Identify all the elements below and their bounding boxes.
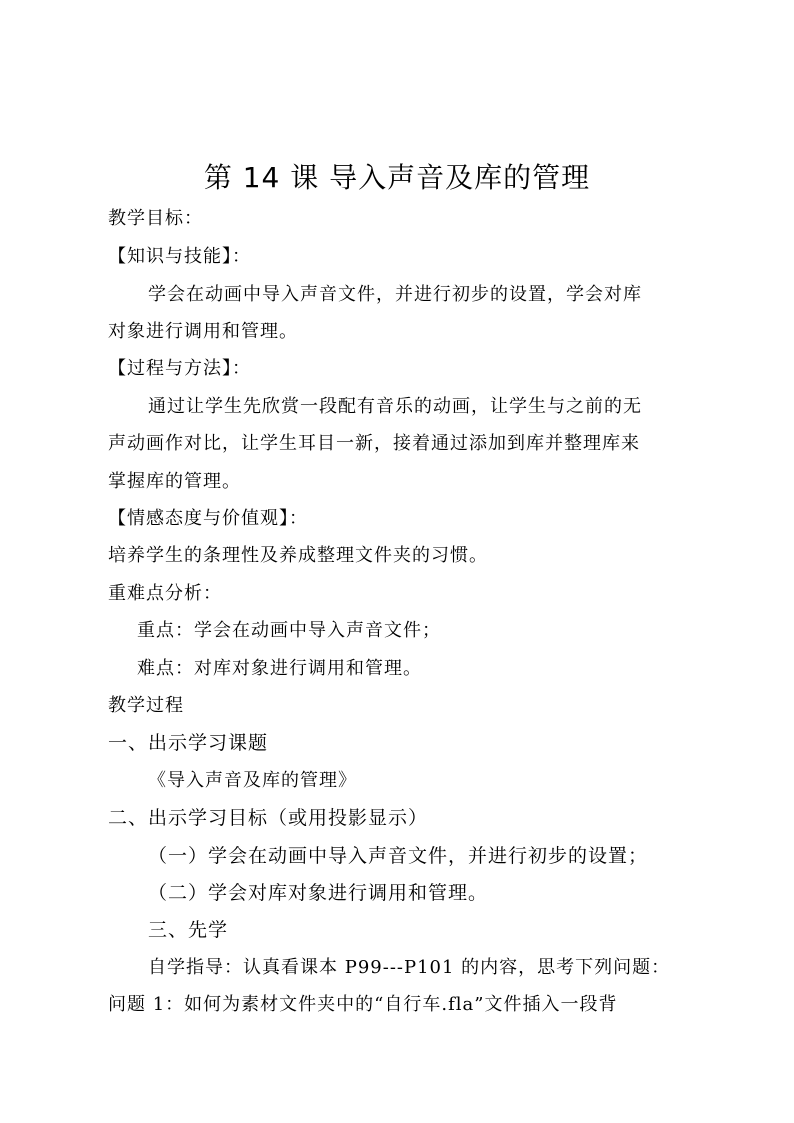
goal-item-1: （一）学会在动画中导入声音文件，并进行初步的设置； bbox=[148, 845, 649, 867]
difficult-point: 难点：对库对象进行调用和管理。 bbox=[137, 658, 422, 679]
question-1: 问题 1：如何为素材文件夹中的“自行车.fla”文件插入一段背 bbox=[108, 994, 618, 1015]
paragraph-emotion: 培养学生的条理性及养成整理文件夹的习惯。 bbox=[108, 545, 488, 566]
heading-knowledge-skills: 【知识与技能】： bbox=[108, 246, 251, 267]
heading-process-methods: 【过程与方法】： bbox=[108, 358, 251, 379]
lesson-topic: 《导入声音及库的管理》 bbox=[148, 770, 357, 791]
heading-step-2: 二、出示学习目标（或用投影显示） bbox=[108, 807, 429, 829]
paragraph-knowledge-line-1: 学会在动画中导入声音文件，并进行初步的设置，学会对库 bbox=[148, 284, 642, 305]
paragraph-knowledge-line-2: 对象进行调用和管理。 bbox=[108, 321, 298, 342]
key-point: 重点：学会在动画中导入声音文件； bbox=[137, 620, 441, 641]
heading-step-3: 三、先学 bbox=[148, 919, 229, 941]
section-teaching-process: 教学过程 bbox=[108, 695, 184, 716]
paragraph-process-line-3: 掌握库的管理。 bbox=[108, 471, 241, 492]
page-title: 第 14 课 导入声音及库的管理 bbox=[203, 161, 591, 194]
self-study-guide: 自学指导：认真看课本 P99---P101 的内容，思考下列问题： bbox=[148, 957, 671, 978]
heading-emotion-values: 【情感态度与价值观】： bbox=[108, 508, 308, 529]
paragraph-process-line-2: 声动画作对比，让学生耳目一新，接着通过添加到库并整理库来 bbox=[108, 433, 640, 454]
paragraph-process-line-1: 通过让学生先欣赏一段配有音乐的动画，让学生与之前的无 bbox=[148, 396, 642, 417]
section-key-difficult-points: 重难点分析： bbox=[108, 583, 222, 604]
heading-step-1: 一、出示学习课题 bbox=[108, 732, 269, 754]
section-teaching-goals: 教学目标： bbox=[108, 208, 203, 229]
goal-item-2: （二）学会对库对象进行调用和管理。 bbox=[148, 882, 489, 904]
